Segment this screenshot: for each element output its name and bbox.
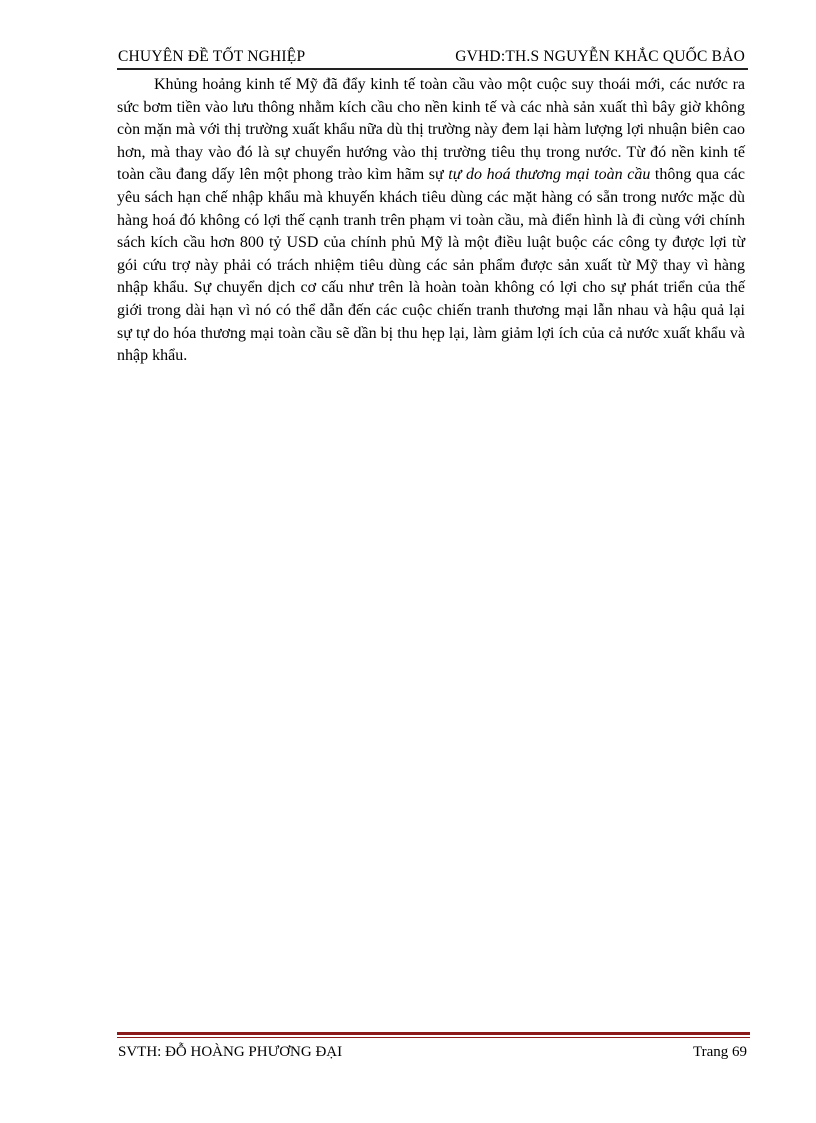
footer-student: SVTH: ĐỖ HOÀNG PHƯƠNG ĐẠI (118, 1044, 343, 1060)
paragraph-text-part-1: Khủng hoảng kinh tế Mỹ đã đẩy kinh tế toàn cầu vào một cuộc suy thoái mới, các nước ra sức bơm tiền vào lưu thông nhằm kích cầu cho nền kinh tế và các nhà sản xuất thì bây giờ không còn mặn mà với thị trường xuất khẩu nữa dù thị trường này đem lại hàm lượng lợi nhuận biên cao hơn, mà thay vào đó là sự chuyển hướng vào thị trường tiêu thụ trong nước. Từ đó nền kinh tế toàn cầu đang dấy lên một phong trào kìm hãm sự (117, 76, 745, 184)
paragraph-emphasis: tự do hoá thương mại toàn cầu (448, 166, 651, 184)
page-number: Trang 69 (692, 1044, 747, 1060)
header-divider (117, 68, 748, 70)
body-paragraph (117, 74, 745, 368)
header-advisor: GVHD:TH.S NGUYỄN KHẮC QUỐC BẢO (455, 48, 745, 65)
header-document-type: CHUYÊN ĐỀ TỐT NGHIỆP (118, 48, 306, 65)
paragraph-text-part-2: thông qua các yêu sách hạn chế nhập khẩu mà khuyến khách tiêu dùng các mặt hàng có sẵn trong nước mặc dù hàng hoá đó không có lợi thế cạnh tranh trên phạm vi toàn cầu, mà điển hình là đi cùng với chính sách kích cầu hơn 800 tỷ USD của chính phủ Mỹ là một điều luật buộc các công ty được lợi từ gói cứu trợ này phải có trách nhiệm tiêu dùng các sản phẩm được sản xuất từ Mỹ thay vì hàng nhập khẩu. Sự chuyển dịch cơ cấu như trên là hoàn toàn không có lợi cho sự phát triển của thế giới trong dài hạn vì nó có thể dẫn đến các cuộc chiến tranh thương mại lẫn nhau và hậu quả lại sự tự do hóa thương mại toàn cầu sẽ dần bị thu hẹp lại, làm giảm lợi ích của cả nước xuất khẩu và nhập khẩu. (117, 166, 745, 365)
footer-divider-thin (117, 1037, 750, 1038)
page-footer (117, 1032, 750, 1060)
footer-divider-thick (117, 1032, 750, 1035)
page-header (117, 44, 748, 70)
